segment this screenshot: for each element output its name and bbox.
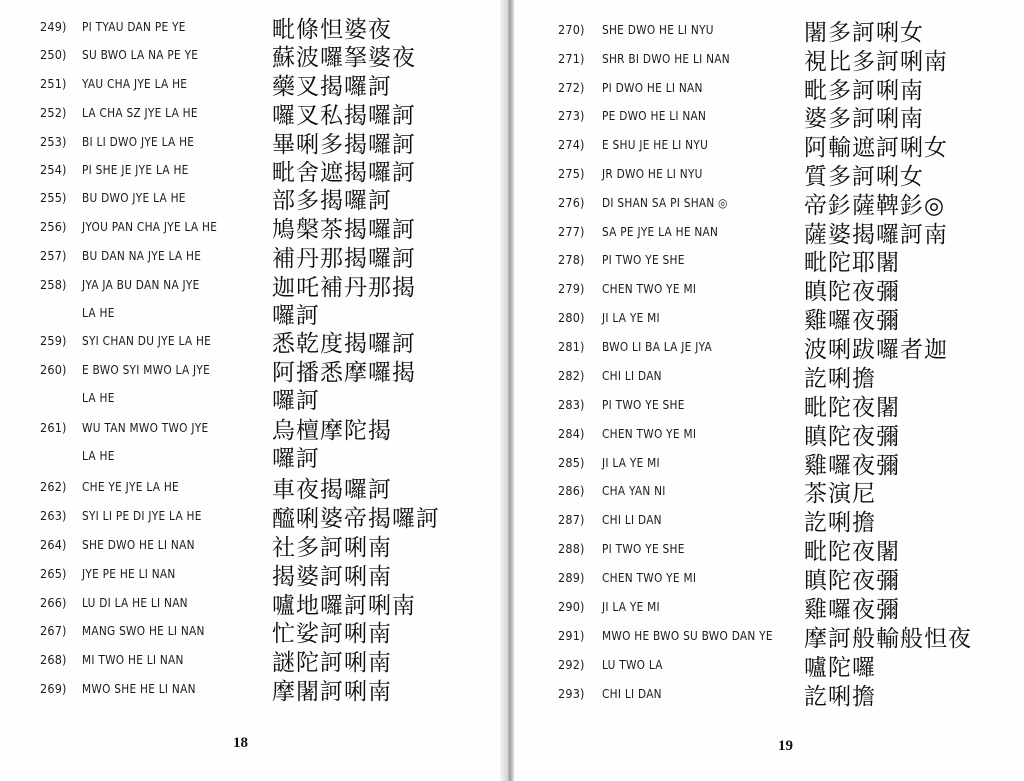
chinese-characters: 迦吒補丹那揭	[272, 275, 416, 301]
romanization-text: MI TWO HE LI NAN	[82, 653, 184, 667]
entry-number: 283)	[558, 397, 585, 412]
entry-number: 289)	[558, 570, 585, 585]
entry-number: 278)	[558, 252, 585, 267]
romanization-text: SA PE JYE LA HE NAN	[602, 225, 719, 239]
entry-number: 288)	[558, 541, 585, 556]
entry-number: 280)	[558, 310, 585, 325]
entry-number: 261)	[40, 420, 67, 435]
entry-number: 265)	[40, 566, 67, 581]
chinese-characters: 質多訶唎女	[804, 164, 924, 190]
entry-number: 275)	[558, 166, 585, 181]
romanization-text: MWO SHE HE LI NAN	[82, 682, 196, 696]
entry-number: 284)	[558, 426, 585, 441]
romanization-text: E BWO SYI MWO LA JYE	[82, 363, 211, 377]
romanization-text: BI LI DWO JYE LA HE	[82, 135, 195, 149]
entry-number: 256)	[40, 219, 67, 234]
chinese-characters: 婆多訶唎南	[804, 106, 924, 132]
chinese-characters: 雞囉夜彌	[804, 597, 900, 623]
entry-number: 253)	[40, 134, 67, 149]
entry-number: 272)	[558, 80, 585, 95]
romanization-text: PE DWO HE LI NAN	[602, 109, 707, 123]
entry-number: 260)	[40, 362, 67, 377]
entry-number: 292)	[558, 657, 585, 672]
entry-number: 266)	[40, 595, 67, 610]
entry-number: 287)	[558, 512, 585, 527]
page-number: 18	[233, 735, 248, 751]
romanization-text: JYA JA BU DAN NA JYE	[82, 278, 200, 292]
page-number: 19	[778, 738, 793, 754]
romanization-text: CHEN TWO YE MI	[602, 427, 697, 441]
romanization-text: CHE YE JYE LA HE	[82, 480, 179, 494]
romanization-text: LU TWO LA	[602, 658, 663, 672]
chinese-characters: 訖唎擔	[804, 510, 876, 536]
chinese-characters: 訖唎擔	[804, 684, 876, 710]
entry-number: 250)	[40, 47, 67, 62]
chinese-characters: 囉叉私揭囉訶	[272, 103, 416, 129]
chinese-characters: 蘇波囉拏婆夜	[272, 45, 416, 71]
chinese-characters: 薩婆揭囉訶南	[804, 222, 948, 248]
chinese-characters: 毗舍遮揭囉訶	[272, 160, 416, 186]
chinese-characters: 毗陀夜闍	[804, 395, 900, 421]
romanization-text: JI LA YE MI	[602, 456, 660, 470]
romanization-text: PI TWO YE SHE	[602, 398, 685, 412]
right-page	[514, 0, 1024, 781]
entry-number: 273)	[558, 108, 585, 123]
romanization-text: CHI LI DAN	[602, 687, 662, 701]
chinese-characters: 醯唎婆帝揭囉訶	[272, 506, 440, 532]
romanization-text: MWO HE BWO SU BWO DAN YE	[602, 629, 773, 643]
chinese-characters: 烏檀摩陀揭	[272, 418, 392, 444]
romanization-text: PI TYAU DAN PE YE	[82, 20, 186, 34]
entry-number: 271)	[558, 51, 585, 66]
romanization-text: SHE DWO HE LI NYU	[602, 23, 714, 37]
chinese-characters: 嚧陀囉	[804, 655, 876, 681]
chinese-characters: 社多訶唎南	[272, 535, 392, 561]
chinese-characters: 藥叉揭囉訶	[272, 74, 392, 100]
romanization-text: JR DWO HE LI NYU	[602, 167, 703, 181]
chinese-characters: 雞囉夜彌	[804, 453, 900, 479]
entry-number: 249)	[40, 19, 67, 34]
romanization-text: LU DI LA HE LI NAN	[82, 596, 188, 610]
romanization-text: WU TAN MWO TWO JYE	[82, 421, 209, 435]
romanization-text: PI DWO HE LI NAN	[602, 81, 703, 95]
chinese-characters: 闍多訶唎女	[804, 20, 924, 46]
entry-number: 281)	[558, 339, 585, 354]
romanization-text: SYI LI PE DI JYE LA HE	[82, 509, 202, 523]
romanization-text: SYI CHAN DU JYE LA HE	[82, 334, 212, 348]
chinese-characters: 嚧地囉訶唎南	[272, 593, 416, 619]
entry-number: 285)	[558, 455, 585, 470]
chinese-characters: 毗陀夜闍	[804, 539, 900, 565]
romanization-text: SHE DWO HE LI NAN	[82, 538, 195, 552]
romanization-text: JI LA YE MI	[602, 600, 660, 614]
entry-number: 274)	[558, 137, 585, 152]
romanization-text: JYOU PAN CHA JYE LA HE	[82, 220, 218, 234]
romanization-text: PI TWO YE SHE	[602, 253, 685, 267]
romanization-text: JI LA YE MI	[602, 311, 660, 325]
entry-number: 252)	[40, 105, 67, 120]
entry-number: 279)	[558, 281, 585, 296]
romanization-text: MANG SWO HE LI NAN	[82, 624, 205, 638]
chinese-characters: 畢唎多揭囉訶	[272, 132, 416, 158]
romanization-text: JYE PE HE LI NAN	[82, 567, 176, 581]
chinese-characters: 謎陀訶唎南	[272, 650, 392, 676]
chinese-characters: 帝釤薩鞞釤◎	[804, 193, 946, 219]
romanization-text: E SHU JE HE LI NYU	[602, 138, 709, 152]
chinese-characters: 部多揭囉訶	[272, 188, 392, 214]
chinese-characters: 瞋陀夜彌	[804, 279, 900, 305]
chinese-characters: 囉訶	[272, 388, 320, 414]
chinese-characters: 瞋陀夜彌	[804, 568, 900, 594]
romanization-text: LA HE	[82, 391, 115, 405]
romanization-text: CHA YAN NI	[602, 484, 666, 498]
entry-number: 255)	[40, 190, 67, 205]
chinese-characters: 補丹那揭囉訶	[272, 246, 416, 272]
chinese-characters: 毗條怛婆夜	[272, 17, 392, 43]
chinese-characters: 揭婆訶唎南	[272, 564, 392, 590]
romanization-text: LA CHA SZ JYE LA HE	[82, 106, 198, 120]
entry-number: 251)	[40, 76, 67, 91]
romanization-text: CHEN TWO YE MI	[602, 571, 697, 585]
romanization-text: BU DAN NA JYE LA HE	[82, 249, 202, 263]
entry-number: 269)	[40, 681, 67, 696]
entry-number: 267)	[40, 623, 67, 638]
romanization-text: LA HE	[82, 449, 115, 463]
romanization-text: PI SHE JE JYE LA HE	[82, 163, 189, 177]
romanization-text: LA HE	[82, 306, 115, 320]
romanization-text: CHI LI DAN	[602, 513, 662, 527]
chinese-characters: 車夜揭囉訶	[272, 477, 392, 503]
chinese-characters: 鳩槃茶揭囉訶	[272, 217, 416, 243]
chinese-characters: 摩闍訶唎南	[272, 679, 392, 705]
entry-number: 291)	[558, 628, 585, 643]
romanization-text: CHI LI DAN	[602, 369, 662, 383]
chinese-characters: 毗陀耶闍	[804, 250, 900, 276]
romanization-text: SU BWO LA NA PE YE	[82, 48, 199, 62]
entry-number: 276)	[558, 195, 585, 210]
romanization-text: DI SHAN SA PI SHAN ◎	[602, 196, 728, 210]
entry-number: 264)	[40, 537, 67, 552]
entry-number: 290)	[558, 599, 585, 614]
chinese-characters: 瞋陀夜彌	[804, 424, 900, 450]
entry-number: 259)	[40, 333, 67, 348]
chinese-characters: 阿輸遮訶唎女	[804, 135, 948, 161]
left-page	[0, 0, 505, 781]
chinese-characters: 忙娑訶唎南	[272, 621, 392, 647]
chinese-characters: 茶演尼	[804, 481, 876, 507]
entry-number: 293)	[558, 686, 585, 701]
chinese-characters: 波唎跋囉者迦	[804, 337, 948, 363]
chinese-characters: 囉訶	[272, 303, 320, 329]
romanization-text: PI TWO YE SHE	[602, 542, 685, 556]
entry-number: 254)	[40, 162, 67, 177]
entry-number: 282)	[558, 368, 585, 383]
entry-number: 257)	[40, 248, 67, 263]
chinese-characters: 訖唎擔	[804, 366, 876, 392]
romanization-text: YAU CHA JYE LA HE	[82, 77, 188, 91]
chinese-characters: 摩訶般輸般怛夜	[804, 626, 972, 652]
entry-number: 277)	[558, 224, 585, 239]
entry-number: 258)	[40, 277, 67, 292]
romanization-text: BU DWO JYE LA HE	[82, 191, 186, 205]
entry-number: 262)	[40, 479, 67, 494]
chinese-characters: 雞囉夜彌	[804, 308, 900, 334]
romanization-text: CHEN TWO YE MI	[602, 282, 697, 296]
entry-number: 286)	[558, 483, 585, 498]
chinese-characters: 囉訶	[272, 446, 320, 472]
chinese-characters: 悉乾度揭囉訶	[272, 331, 416, 357]
romanization-text: SHR BI DWO HE LI NAN	[602, 52, 730, 66]
entry-number: 263)	[40, 508, 67, 523]
entry-number: 268)	[40, 652, 67, 667]
chinese-characters: 阿播悉摩囉揭	[272, 360, 416, 386]
chinese-characters: 毗多訶唎南	[804, 78, 924, 104]
romanization-text: BWO LI BA LA JE JYA	[602, 340, 712, 354]
chinese-characters: 視比多訶唎南	[804, 49, 948, 75]
entry-number: 270)	[558, 22, 585, 37]
